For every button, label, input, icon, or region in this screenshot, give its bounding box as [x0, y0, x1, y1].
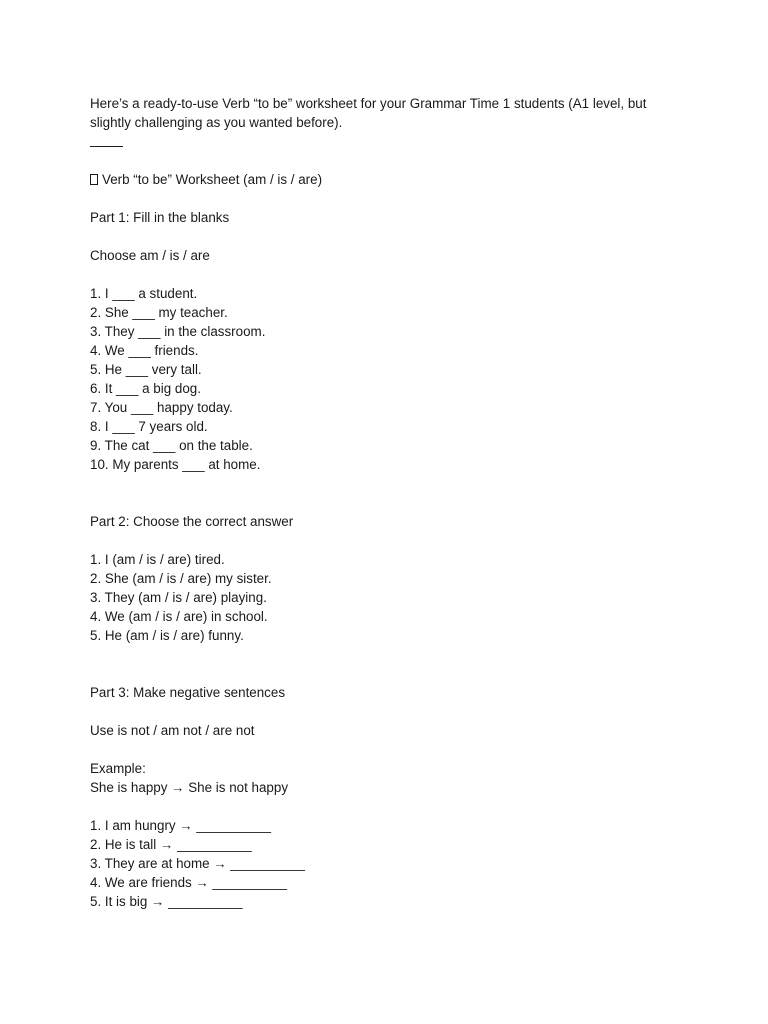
list-item: 7. You ___ happy today.	[90, 400, 233, 415]
list-item: 3. They are at home → __________	[90, 856, 305, 871]
list-item: 10. My parents ___ at home.	[90, 457, 261, 472]
example-label: Example:	[90, 761, 146, 776]
worksheet-title	[90, 170, 690, 189]
part1-instruction: Choose am / is / are	[90, 248, 210, 263]
part2-list	[90, 550, 690, 645]
list-item: 8. I ___ 7 years old.	[90, 419, 208, 434]
list-item: 3. They (am / is / are) playing.	[90, 590, 267, 605]
list-item: 9. The cat ___ on the table.	[90, 438, 253, 453]
missing-glyph-icon	[90, 174, 98, 185]
worksheet-title-text: Verb “to be” Worksheet (am / is / are)	[102, 172, 323, 187]
intro-line-1: Here’s a ready-to-use Verb “to be” worksheet for your Grammar Time 1 students (A1 level, but	[90, 96, 647, 111]
list-item: 4. We ___ friends.	[90, 343, 199, 358]
list-item: 4. We are friends → __________	[90, 875, 288, 890]
list-item: 2. She (am / is / are) my sister.	[90, 571, 272, 586]
horizontal-rule	[90, 146, 123, 147]
list-item: 1. I am hungry → __________	[90, 818, 271, 833]
list-item: 5. He ___ very tall.	[90, 362, 202, 377]
list-item: 5. He (am / is / are) funny.	[90, 628, 244, 643]
intro-line-2: slightly challenging as you wanted before).	[90, 115, 343, 130]
list-item: 3. They ___ in the classroom.	[90, 324, 266, 339]
part3-heading: Part 3: Make negative sentences	[90, 685, 286, 700]
list-item: 6. It ___ a big dog.	[90, 381, 201, 396]
part3-list	[90, 816, 690, 911]
list-item: 2. He is tall → __________	[90, 837, 252, 852]
document-page	[90, 94, 690, 911]
list-item: 1. I ___ a student.	[90, 286, 198, 301]
part1-heading: Part 1: Fill in the blanks	[90, 210, 230, 225]
example-text: She is happy → She is not happy	[90, 780, 289, 795]
part1-list	[90, 284, 690, 474]
list-item: 5. It is big → __________	[90, 894, 243, 909]
part3-instruction: Use is not / am not / are not	[90, 723, 255, 738]
list-item: 1. I (am / is / are) tired.	[90, 552, 225, 567]
list-item: 4. We (am / is / are) in school.	[90, 609, 268, 624]
part2-heading: Part 2: Choose the correct answer	[90, 514, 294, 529]
list-item: 2. She ___ my teacher.	[90, 305, 228, 320]
